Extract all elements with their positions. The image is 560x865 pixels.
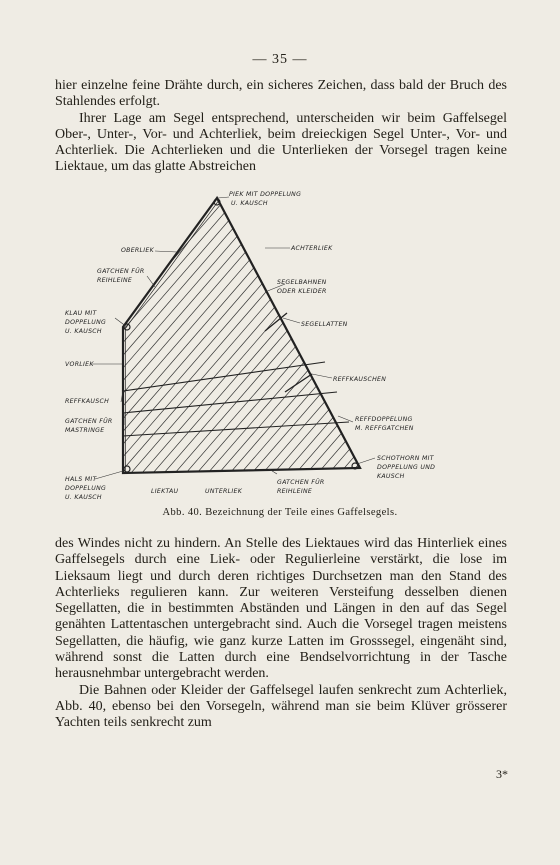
label-segelbahnen-2: ODER KLEIDER bbox=[277, 288, 327, 295]
page-number: — 35 — bbox=[252, 52, 308, 67]
hatch-line bbox=[55, 188, 114, 488]
label-reffdoppelung-2: M. REFFGATCHEN bbox=[355, 425, 414, 432]
hatch-line bbox=[55, 188, 312, 488]
label-achterliek: ACHTERLIEK bbox=[291, 245, 333, 252]
hatch-line bbox=[228, 188, 488, 488]
hatch-line bbox=[393, 188, 507, 488]
hatch-line bbox=[55, 188, 257, 488]
hatch-line bbox=[404, 188, 507, 488]
hatch-line bbox=[55, 188, 147, 488]
body-text-bottom bbox=[55, 536, 507, 732]
sail-outline bbox=[123, 198, 360, 473]
hatch-line bbox=[140, 188, 400, 488]
label-reffkauschen: REFFKAUSCHEN bbox=[333, 376, 387, 383]
label-unterliek: UNTERLIEK bbox=[205, 488, 243, 495]
label-reffdoppelung-1: REFFDOPPELUNG bbox=[355, 416, 413, 423]
hatch-line bbox=[55, 188, 213, 488]
hatch-line bbox=[195, 188, 455, 488]
hatch-line bbox=[184, 188, 444, 488]
label-schothorn-2: DOPPELUNG UND bbox=[377, 464, 436, 471]
label-gatchen-reihleine-2: REIHLEINE bbox=[97, 277, 133, 284]
hatch-line bbox=[55, 188, 158, 488]
hatch-line bbox=[382, 188, 507, 488]
hatch-line bbox=[96, 188, 356, 488]
hatch-line bbox=[448, 188, 507, 488]
hatch-line bbox=[129, 188, 389, 488]
hatch-line bbox=[55, 188, 290, 488]
paragraph: Ihrer Lage am Segel entsprechend, unterscheiden wir beim Gaffelsegel Ober-, Unter-, Vor- und Achterliek, beim dreieckigen Segel Unter-, Vor- und Achterliek. Die Achterlieken und die Unterlieken der Vorsegel tragen keine Liektaue, um das glatte Abstreichen bbox=[55, 110, 507, 175]
hatch-line bbox=[470, 188, 507, 488]
body-text-top bbox=[55, 78, 507, 176]
reef-lines bbox=[123, 362, 349, 436]
label-gatchen-mastringe-1: GATCHEN FÜR bbox=[65, 418, 113, 425]
label-gatchen-reihleine-bottom-2: REIHLEINE bbox=[277, 488, 313, 495]
label-klau-1: KLAU MIT bbox=[65, 310, 97, 317]
hatch-line bbox=[250, 188, 507, 488]
figure-caption: Abb. 40. Bezeichnung der Teile eines Gaffelsegels. bbox=[162, 507, 398, 518]
hatch-line bbox=[272, 188, 507, 488]
label-gatchen-mastringe-2: MASTRINGE bbox=[65, 427, 105, 434]
paragraph: hier einzelne feine Drähte durch, ein sicheres Zeichen, dass bald der Bruch des Stahlendes erfolgt. bbox=[55, 78, 507, 110]
hatch-line bbox=[206, 188, 466, 488]
hatch-line bbox=[437, 188, 507, 488]
label-hals-2: DOPPELUNG bbox=[65, 485, 107, 492]
hatch-line bbox=[55, 188, 169, 488]
hatch-line bbox=[294, 188, 507, 488]
hatch-line bbox=[55, 188, 180, 488]
hatch-line bbox=[261, 188, 507, 488]
label-piek-kausch: U. KAUSCH bbox=[231, 200, 268, 207]
label-gatchen-reihleine-1: GATCHEN FÜR bbox=[97, 268, 145, 275]
hatch-line bbox=[415, 188, 507, 488]
paragraph: des Windes nicht zu hindern. An Stelle des Liektaues wird das Hinterliek eines Gaffelsegels durch eine Liek- oder Regulierleine verstärkt, die lose im Lieksaum liegt und durch deren richtiges Durchsetzen man den Stand des Achterlieks regulieren kann. Zur weiteren Versteifung desselben dienen Segellatten, die in bestimmten Abständen und Längen in den auf das Segel genähten Lattentaschen untergebracht sind. Auch die Vorsegel tragen meistens Segellatten, die häufig, wie ganz kurze Latten im Grosssegel, eingenäht sind, während sonst die Latten durch eine Bendselvorrichtung in der Tasche herausnehmbar untergebracht werden. bbox=[55, 536, 507, 682]
hatch-line bbox=[173, 188, 436, 488]
hatch-line bbox=[338, 188, 507, 488]
label-schothorn-3: KAUSCH bbox=[377, 473, 405, 480]
hatch-line bbox=[74, 188, 334, 488]
hatch-line bbox=[426, 188, 507, 488]
label-piek: PIEK MIT DOPPELUNG bbox=[229, 191, 302, 198]
hatch-line bbox=[55, 188, 301, 488]
hatch-line bbox=[55, 188, 70, 488]
hatch-line bbox=[305, 188, 507, 488]
hatch-line bbox=[459, 188, 507, 488]
hatch-line bbox=[55, 188, 125, 488]
hatch-line bbox=[360, 188, 507, 488]
hatch-line bbox=[63, 188, 323, 488]
label-hals-1: HALS MIT bbox=[65, 476, 97, 483]
hatch-line bbox=[55, 188, 81, 488]
label-klau-2: DOPPELUNG bbox=[65, 319, 107, 326]
paragraph: Die Bahnen oder Kleider der Gaffelsegel laufen senkrecht zum Achterliek, Abb. 40, ebenso bei den Vorsegeln, während man sie beim Klüver grösserer Yachten teils senkrecht zum bbox=[55, 682, 507, 731]
hatch-line bbox=[283, 188, 507, 488]
hatch-line bbox=[349, 188, 507, 488]
hatch-line bbox=[55, 188, 224, 488]
label-klau-3: U. KAUSCH bbox=[65, 328, 102, 335]
hatch-line bbox=[239, 188, 499, 488]
label-liektau: LIEKTAU bbox=[151, 488, 179, 495]
hatch-line bbox=[55, 188, 92, 488]
hatch-line bbox=[118, 188, 378, 488]
label-oberliek: OBERLIEK bbox=[121, 247, 154, 254]
label-segelbahnen-1: SEGELBAHNEN bbox=[277, 279, 327, 286]
hatch-line bbox=[55, 188, 246, 488]
label-gatchen-reihleine-bottom-1: GATCHEN FÜR bbox=[277, 479, 325, 486]
hatch-line bbox=[327, 188, 507, 488]
hatch-line bbox=[107, 188, 367, 488]
label-segellatten: SEGELLATTEN bbox=[301, 321, 348, 328]
hatch-line bbox=[55, 188, 202, 488]
signature-mark: 3* bbox=[496, 767, 508, 781]
gaff-sail-diagram bbox=[55, 188, 507, 523]
hatch-line bbox=[151, 188, 411, 488]
hatch-line bbox=[55, 188, 235, 488]
hatch-line bbox=[55, 188, 59, 488]
sail-diagram-figure bbox=[55, 188, 507, 523]
corner-cringles bbox=[124, 199, 358, 472]
label-schothorn-1: SCHOTHORN MIT bbox=[377, 455, 434, 462]
label-vorliek: VORLIEK bbox=[65, 361, 94, 368]
hatch-line bbox=[55, 188, 103, 488]
hatch-line bbox=[371, 188, 507, 488]
hatch-line bbox=[316, 188, 507, 488]
label-hals-3: U. KAUSCH bbox=[65, 494, 102, 501]
leader-lines bbox=[92, 197, 375, 479]
label-reffkausch-left: REFFKAUSCH bbox=[65, 398, 110, 405]
